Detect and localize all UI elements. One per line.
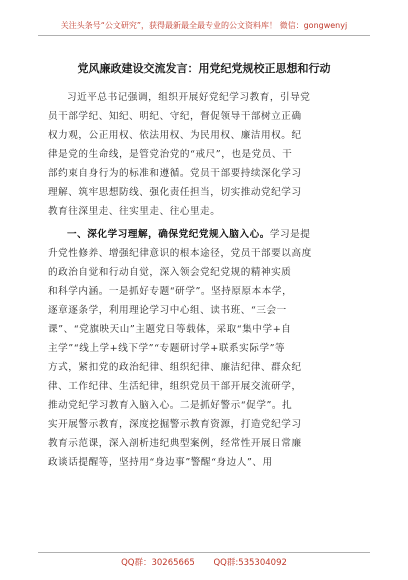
text-line: 习近平总书记强调，组织开展好党纪学习教育，引导党 [67,92,311,103]
text-line: 实开展警示教育，深度挖掘警示教育资源，打造党纪学习 [48,419,302,430]
text-line: 升党性修养、增强纪律意识的根本途径，党员干部要以高度 [48,248,312,259]
text-line: 逐章逐条学，利用理论学习中心组、读书班、“三会一 [48,305,287,316]
text-line: 的政治自觉和行动自觉，深入领会党纪党规的精神实质 [48,267,292,278]
text-line: 权力观，公正用权、依法用权、为民用权、廉洁用权。纪 [48,130,302,141]
text-line: 律是党的生命线，是管党治党的“戒尺”，也是党员、干 [48,149,293,160]
footer-qq-group-2: QQ群:535304092 [213,558,287,568]
text-line: 推动党纪学习教育入脑入心。二是抓好警示“促学”。扎 [48,400,293,411]
section-heading-line [48,225,362,244]
text-line: 教育示范课，深入剖析违纪典型案例，经常性开展日常廉 [48,438,302,449]
section-heading-tail: 学习是提 [269,229,311,240]
text-line: 理解、筑牢思想防线、强化责任担当，切实推动党纪学习 [48,187,302,198]
footer-qq-group-1: QQ群：30265665 [121,558,195,568]
text-line: 主学”“线上学+线下学”“专题研讨学+联系实际学”等 [48,343,286,354]
document-body [48,88,362,472]
text-line: 课”、“党旗映天山”主题党日等载体，采取“集中学+自 [48,324,292,335]
header-notice: 关注头条号“公文研究”，获得最新最全最专业的公文资料库！ 微信：gongwenyj [38,20,370,36]
paragraph-1 [48,88,362,221]
text-line: 律、工作纪律、生活纪律，组织党员干部开展交流研学， [48,381,302,392]
footer-contact [38,552,370,568]
paragraph-2 [48,225,362,472]
text-line: 方式，紧扣党的政治纪律、组织纪律、廉洁纪律、群众纪 [48,362,302,373]
text-line: 部约束自身行为的标准和遵循。党员干部要持续深化学习 [48,168,302,179]
text-line: 员干部学纪、知纪、明纪、守纪，督促领导干部树立正确 [48,111,302,122]
text-line: 政谈话提醒等，坚持用“身边事”警醒“身边人”、用 [48,457,273,468]
section-heading: 一、深化学习理解，确保党纪党规入脑入心。 [67,229,270,240]
text-line: 和科学内涵。一是抓好专题“研学”。坚持原原本本学， [48,286,293,297]
document-title: 党风廉政建设交流发言：用党纪党规校正思想和行动 [77,62,331,75]
text-line: 教育往深里走、往实里走、往心里走。 [48,206,221,217]
